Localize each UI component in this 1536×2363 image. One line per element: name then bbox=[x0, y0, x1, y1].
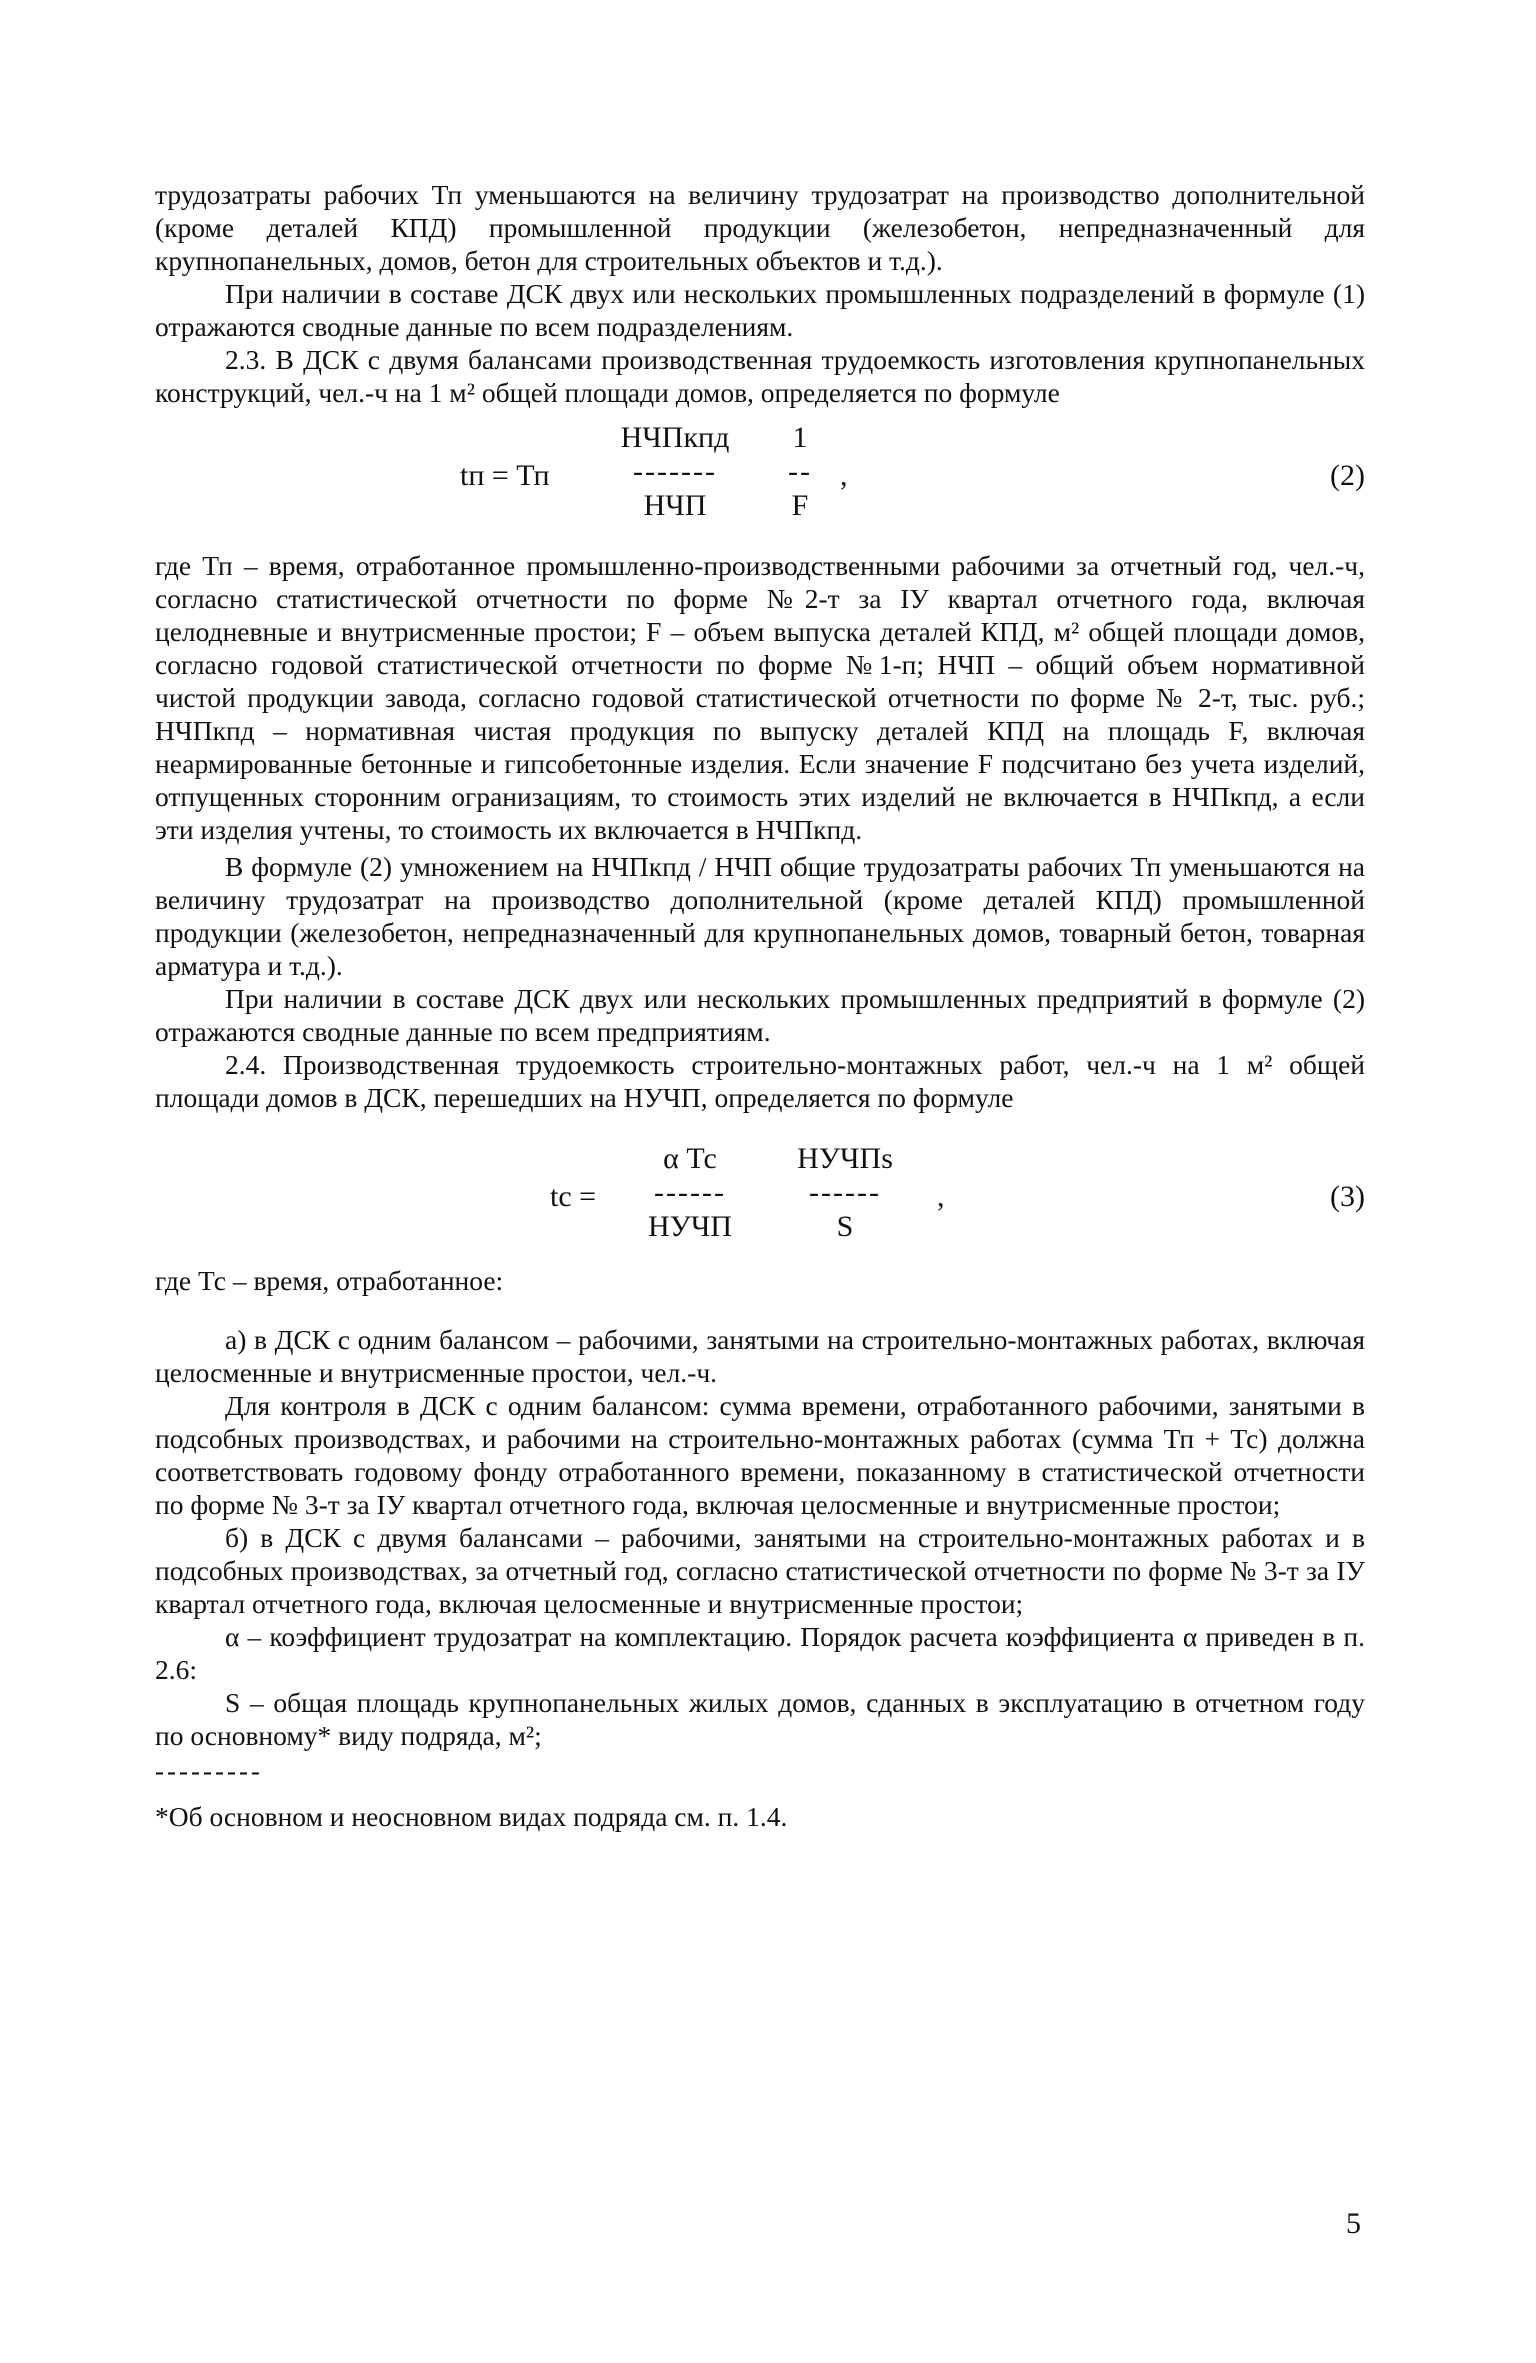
formula-2-fraction-line: ------- bbox=[633, 455, 717, 488]
paragraph-formula-2-explanation: В формуле (2) умножением на НЧПкпд / НЧП общие трудозатраты рабочих Тп уменьшаются на величину трудозатрат на производство дополнительной (кроме деталей КПД) промышленной продукции (железобетон, непредназначенный для крупнопанельных домов, товарный бетон, товарная арматура и т.д.). bbox=[155, 851, 1365, 981]
list-item-a: а) в ДСК с одним балансом – рабочими, занятыми на строительно-монтажных работах, включая целосменные и внутрисменные простои, чел.-ч. bbox=[155, 1324, 1365, 1388]
formula-2-fraction-1 bbox=[595, 421, 755, 523]
formula-3-fraction-2 bbox=[775, 1142, 915, 1244]
paragraph-s: S – общая площадь крупнопанельных жилых домов, сданных в эксплуатацию в отчетном году по основному* виду подряда, м²; bbox=[155, 1687, 1365, 1751]
formula-2-fraction-2 bbox=[775, 421, 825, 523]
footnote-rule: --------- bbox=[155, 1756, 263, 1786]
formula-2-comma: , bbox=[840, 459, 848, 492]
paragraph-control: Для контроля в ДСК с одним балансом: сумма времени, отработанного рабочими, занятыми в подсобных производствах, и рабочими на строительно-монтажных работах (сумма Тп + Тс) должна соответствовать годовому фонду отработанного времени, показанному в статистической отчетности по форме № 3-т за IУ квартал отчетного года, включая целосменные и внутрисменные простои; bbox=[155, 1390, 1365, 1520]
formula-2-lhs: tп = Тп bbox=[460, 459, 550, 492]
paragraph-enterprises: При наличии в составе ДСК двух или нескольких промышленных предприятий в формуле (2) отражаются сводные данные по всем предприятиям. bbox=[155, 983, 1365, 1047]
paragraph-2-3: 2.3. В ДСК с двумя балансами производственная трудоемкость изготовления крупнопанельных конструкций, чел.-ч на 1 м² общей площади домов, определяется по формуле bbox=[155, 344, 1365, 408]
formula-2-number: (2) bbox=[1330, 459, 1365, 492]
footnote: *Об основном и неосновном видах подряда см. п. 1.4. bbox=[155, 1801, 788, 1832]
formula-2-denominator: НЧП bbox=[643, 489, 707, 522]
formula-3-fraction-1 bbox=[625, 1142, 755, 1244]
formula-3-numerator: α Тс bbox=[663, 1142, 717, 1175]
formula-3-fraction-line: ------ bbox=[654, 1176, 726, 1209]
page-number: 5 bbox=[1346, 2207, 1361, 2240]
formula-3-denominator-2: S bbox=[836, 1210, 854, 1243]
paragraph-tc-definition: где Тс – время, отработанное: bbox=[155, 1265, 504, 1296]
formula-2 bbox=[155, 409, 1365, 549]
paragraph-continuation: трудозатраты рабочих Тп уменьшаются на величину трудозатрат на производство дополнительной (кроме деталей КПД) промышленной продукции (железобетон, непредназначенный для крупнопанельных, домов, бетон для строительных объектов и т.д.). bbox=[155, 179, 1365, 276]
formula-2-numerator: НЧПкпд bbox=[620, 421, 730, 454]
formula-3-denominator: НУЧП bbox=[647, 1210, 733, 1243]
formula-2-numerator-2: 1 bbox=[792, 421, 808, 454]
formula-3-comma: , bbox=[937, 1180, 945, 1213]
formula-3-numerator-2: НУЧПs bbox=[797, 1142, 893, 1175]
formula-2-denominator-2: F bbox=[791, 489, 809, 522]
paragraph-subdivisions: При наличии в составе ДСК двух или нескольких промышленных подразделений в формуле (1) отражаются сводные данные по всем подразделениям. bbox=[155, 278, 1365, 342]
formula-3-number: (3) bbox=[1330, 1180, 1365, 1213]
formula-3-lhs: tс = bbox=[550, 1180, 597, 1213]
formula-3-fraction-line-2: ------ bbox=[809, 1176, 881, 1209]
page-body bbox=[155, 178, 1365, 1833]
paragraph-alpha: α – коэффициент трудозатрат на комплектацию. Порядок расчета коэффициента α приведен в п. 2.6: bbox=[155, 1621, 1365, 1685]
paragraph-definitions-2: где Тп – время, отработанное промышленно-производственными рабочими за отчетный год, чел.-ч, согласно статистической отчетности по форме №2-т за IУ квартал отчетного года, включая целодневные и внутрисменные простои; F – объем выпуска деталей КПД, м² общей площади домов, согласно годовой статистической отчетности по форме №1-п; НЧП – общий объем нормативной чистой продукции завода, согласно годовой статистической отчетности по форме № 2-т, тыс. руб.; НЧПкпд – нормативная чистая продукция по выпуску деталей КПД на площадь F, включая неармированные бетонные и гипсобетонные изделия. Если значение F подсчитано без учета изделий, отпущенных сторонним огранизациям, то стоимость этих изделий не включается в НЧПкпд, а если эти изделия учтены, то стоимость их включается в НЧПкпд. bbox=[155, 550, 1365, 845]
formula-2-fraction-line-2: -- bbox=[788, 455, 812, 488]
formula-3 bbox=[155, 1114, 1365, 1264]
list-item-b: б) в ДСК с двумя балансами – рабочими, занятыми на строительно-монтажных работах и в подсобных производствах, за отчетный год, согласно статистической отчетности по форме № 3-т за IУ квартал отчетного года, включая целосменные и внутрисменные простои; bbox=[155, 1522, 1365, 1619]
paragraph-2-4: 2.4. Производственная трудоемкость строительно-монтажных работ, чел.-ч на 1 м² общей площади домов в ДСК, перешедших на НУЧП, определяется по формуле bbox=[155, 1049, 1365, 1113]
